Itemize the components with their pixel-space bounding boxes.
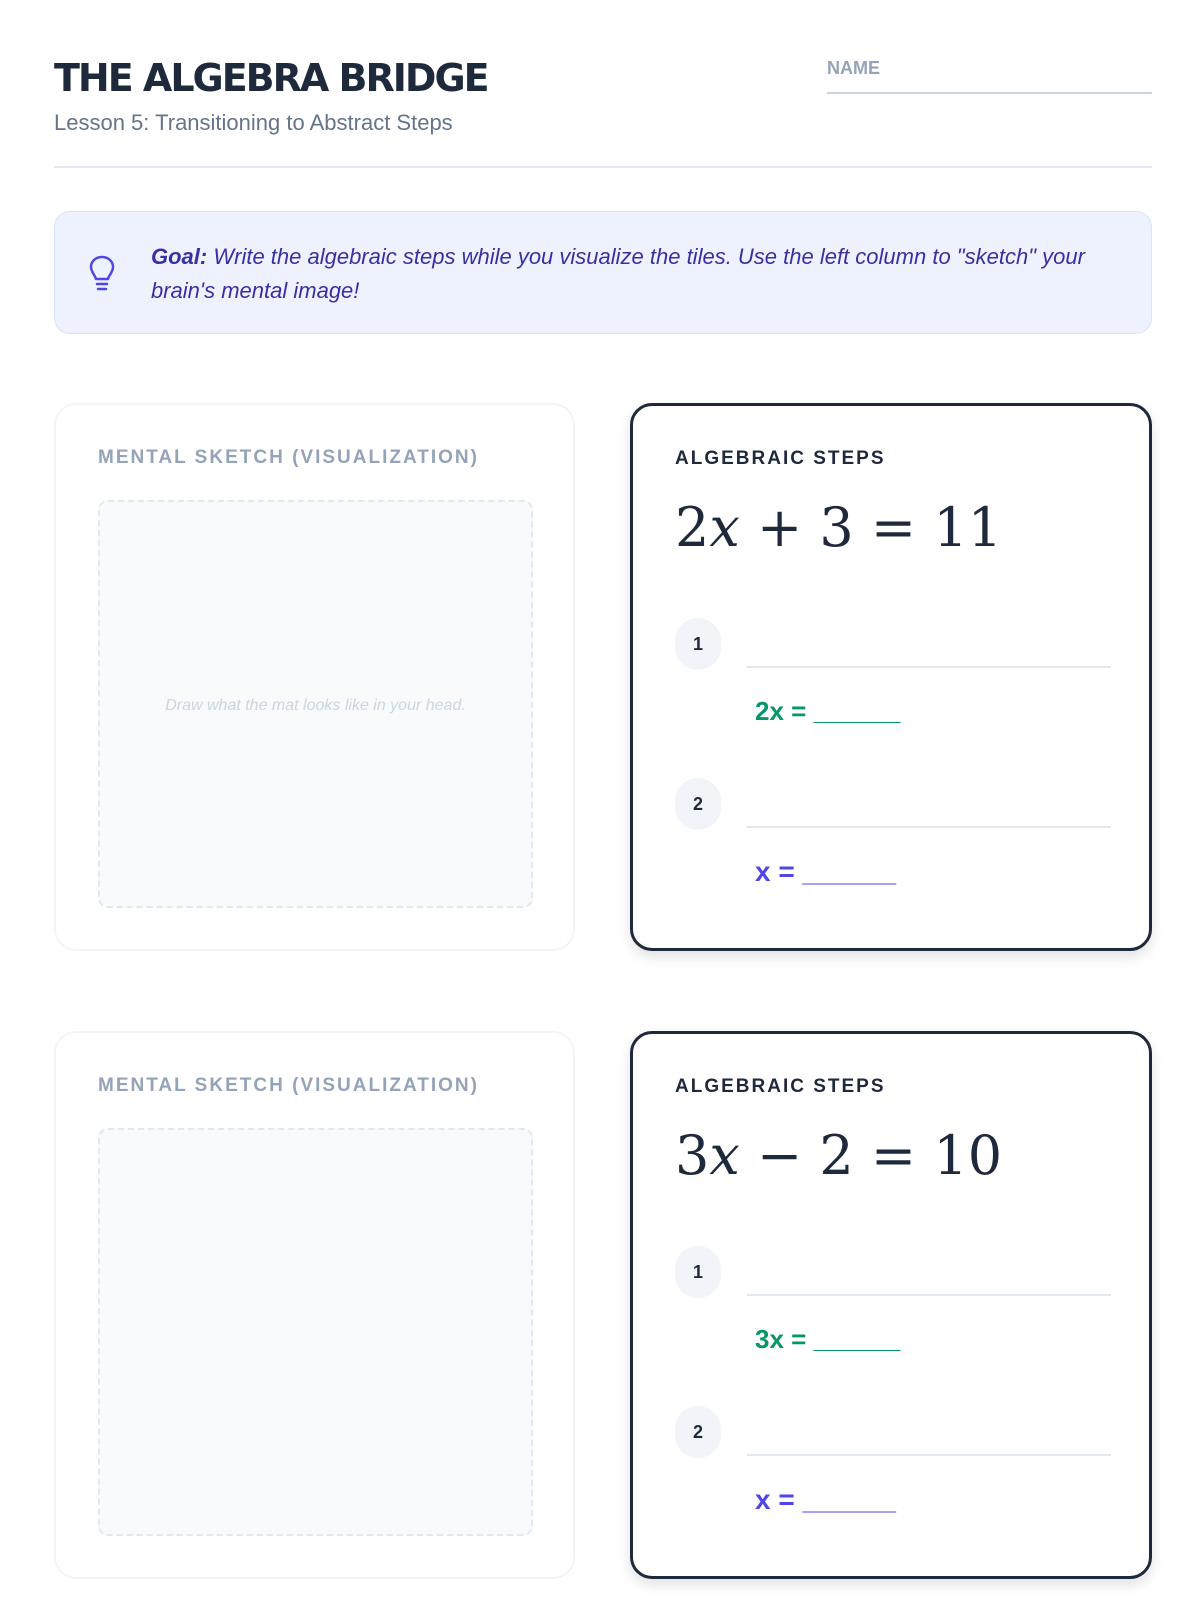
final-answer: x = ______ — [755, 856, 896, 887]
sketch-label: MENTAL SKETCH (VISUALIZATION) — [98, 1075, 479, 1096]
steps-card-1 — [630, 403, 1152, 951]
step-number-badge: 1 — [675, 618, 721, 670]
page-title: THE ALGEBRA BRIDGE — [54, 56, 488, 100]
step-result: 3x = ______ — [755, 1324, 901, 1354]
steps-card-2 — [630, 1031, 1152, 1579]
goal-description: Write the algebraic steps while you visualize the tiles. Use the left column to "sketch" your brain's mental image! — [151, 244, 1085, 303]
page-subtitle: Lesson 5: Transitioning to Abstract Steps — [54, 110, 453, 135]
goal-text — [151, 240, 1111, 308]
goal-callout — [54, 211, 1152, 334]
sketch-hint: Draw what the mat looks like in your head. — [165, 697, 466, 714]
equation-rest: − 2 = 10 — [739, 1124, 1003, 1187]
steps-label: ALGEBRAIC STEPS — [675, 448, 886, 469]
final-answer: x = ______ — [755, 1484, 896, 1515]
step-answer-line[interactable] — [747, 1294, 1111, 1296]
name-field[interactable] — [827, 56, 1152, 94]
equation-variable: x — [709, 1124, 740, 1187]
equation-variable: x — [709, 496, 740, 559]
sketch-area[interactable] — [98, 500, 533, 908]
step-result: 2x = ______ — [755, 696, 901, 726]
equation-rest: + 3 = 11 — [739, 496, 1003, 559]
step-answer-line[interactable] — [747, 826, 1111, 828]
sketch-label: MENTAL SKETCH (VISUALIZATION) — [98, 447, 479, 468]
step-row — [675, 1246, 1115, 1298]
step-row — [675, 618, 1115, 670]
sketch-area[interactable] — [98, 1128, 533, 1536]
page-header — [54, 56, 1152, 168]
step-number-badge: 2 — [675, 778, 721, 830]
equation — [675, 1124, 1002, 1187]
name-label: NAME — [827, 58, 880, 78]
equation-coefficient: 2 — [675, 496, 710, 559]
step-number-badge: 1 — [675, 1246, 721, 1298]
sketch-card-1 — [54, 403, 575, 951]
step-row — [675, 778, 1115, 830]
step-number-badge: 2 — [675, 1406, 721, 1458]
sketch-card-2 — [54, 1031, 575, 1579]
step-answer-line[interactable] — [747, 666, 1111, 668]
lightbulb-icon — [87, 254, 117, 294]
equation — [675, 496, 1002, 559]
steps-label: ALGEBRAIC STEPS — [675, 1076, 886, 1097]
step-row — [675, 1406, 1115, 1458]
equation-coefficient: 3 — [675, 1124, 710, 1187]
step-answer-line[interactable] — [747, 1454, 1111, 1456]
goal-label: Goal: — [151, 244, 208, 269]
